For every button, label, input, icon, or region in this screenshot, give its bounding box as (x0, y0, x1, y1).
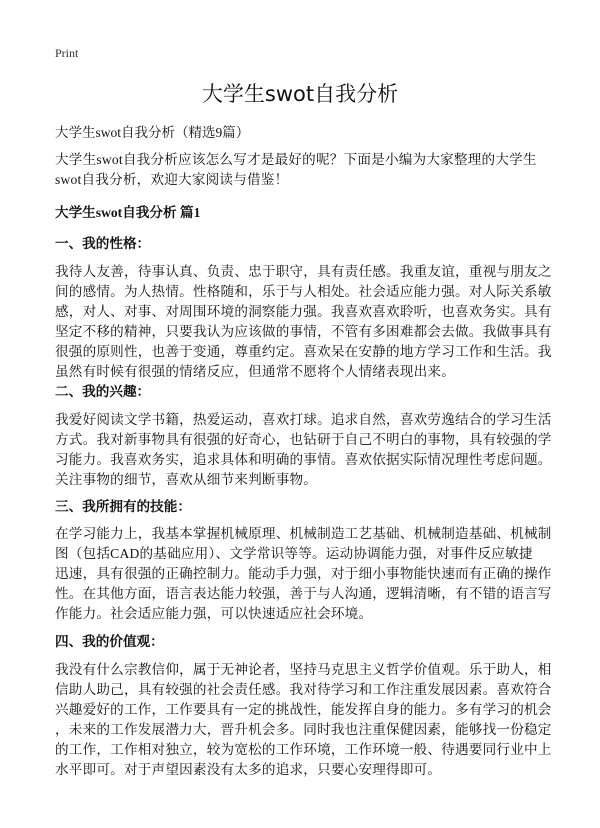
paragraph-line: 图（包括CAD的基础应用）、文学常识等等。运动协调能力强，对事件反应敏捷 (55, 546, 533, 561)
subtitle: 大学生swot自我分析（精选9篇） (55, 125, 250, 140)
intro-paragraph (55, 150, 537, 190)
paragraph-line: 性。在其他方面，语言表达能力较强，善于与人沟通，逻辑清晰，有不错的语言写 (55, 586, 552, 601)
intro-line: swot自我分析，欢迎大家阅读与借鉴！ (55, 172, 289, 187)
section-paragraph (55, 524, 552, 624)
section-heading: 四、我的价值观： (55, 634, 164, 649)
section-paragraph (55, 660, 552, 780)
print-link[interactable]: Print (55, 46, 79, 60)
page-title: 大学生swot自我分析 (201, 82, 399, 106)
intro-line: 大学生swot自我分析应该怎么写才是最好的呢？下面是小编为大家整理的大学生 (55, 152, 537, 167)
paragraph-line: 作能力。社会适应能力强，可以快速适应社会环境。 (55, 606, 373, 621)
paragraph-line: 坚定不移的精神，只要我认为应该做的事情，不管有多困难都会去做。我做事具有 (55, 324, 552, 339)
paragraph-line: 习能力。我喜欢务实，追求具体和明确的事情。喜欢依据实际情况理性考虑问题。 (55, 452, 552, 467)
paragraph-line: 在学习能力上，我基本掌握机械原理、机械制造工艺基础、机械制造基础、机械制 (55, 526, 552, 541)
paragraph-line: 间的感情。为人热情。性格随和，乐于与人相处。社会适应能力强。对人际关系敏 (55, 284, 552, 299)
section-heading: 二、我的兴趣： (55, 384, 151, 399)
paragraph-line: 水平即可。对于声望因素没有太多的追求，只要心安理得即可。 (55, 762, 442, 777)
paragraph-line: 信助人助己，具有较强的社会责任感。我对待学习和工作注重发展因素。喜欢符合 (55, 682, 552, 697)
paragraph-line: ，未来的工作发展潜力大，晋升机会多。同时我也注重保健因素，能够找一份稳定 (55, 722, 552, 737)
paragraph-line: 我爱好阅读文学书籍，热爱运动，喜欢打球。追求自然，喜欢劳逸结合的学习生活 (55, 412, 552, 427)
paragraph-line: 很强的原则性，也善于变通，尊重约定。喜欢呆在安静的地方学习工作和生活。我 (55, 344, 552, 359)
article-heading: 大学生swot自我分析 篇1 (55, 205, 201, 220)
paragraph-line: 迅速，具有很强的正确控制力。能动手力强，对于细小事物能快速而有正确的操作 (55, 566, 552, 581)
paragraph-line: 感，对人、对事、对周围环境的洞察能力强。我喜欢喜欢聆听，也喜欢务实。具有 (55, 304, 552, 319)
section-paragraph (55, 262, 552, 382)
paragraph-line: 我没有什么宗教信仰，属于无神论者，坚持马克思主义哲学价值观。乐于助人，相 (55, 662, 552, 677)
paragraph-line: 关注事物的细节，喜欢从细节来判断事物。 (55, 472, 318, 487)
section-heading: 三、我所拥有的技能： (55, 499, 191, 514)
paragraph-line: 兴趣爱好的工作，工作要具有一定的挑战性，能发挥自身的能力。多有学习的机会 (55, 702, 552, 717)
section-heading: 一、我的性格： (55, 236, 151, 251)
paragraph-line: 方式。我对新事物具有很强的好奇心，也钻研于自己不明白的事物，具有较强的学 (55, 432, 552, 447)
paragraph-line: 虽然有时候有很强的情绪反应，但通常不愿将个人情绪表现出来。 (55, 364, 456, 379)
paragraph-line: 的工作，工作相对独立，较为宽松的工作环境，工作环境一般、待遇要同行业中上 (55, 742, 552, 757)
section-paragraph (55, 410, 552, 490)
paragraph-line: 我待人友善，待事认真、负责、忠于职守，具有责任感。我重友谊，重视与朋友之 (55, 264, 552, 279)
